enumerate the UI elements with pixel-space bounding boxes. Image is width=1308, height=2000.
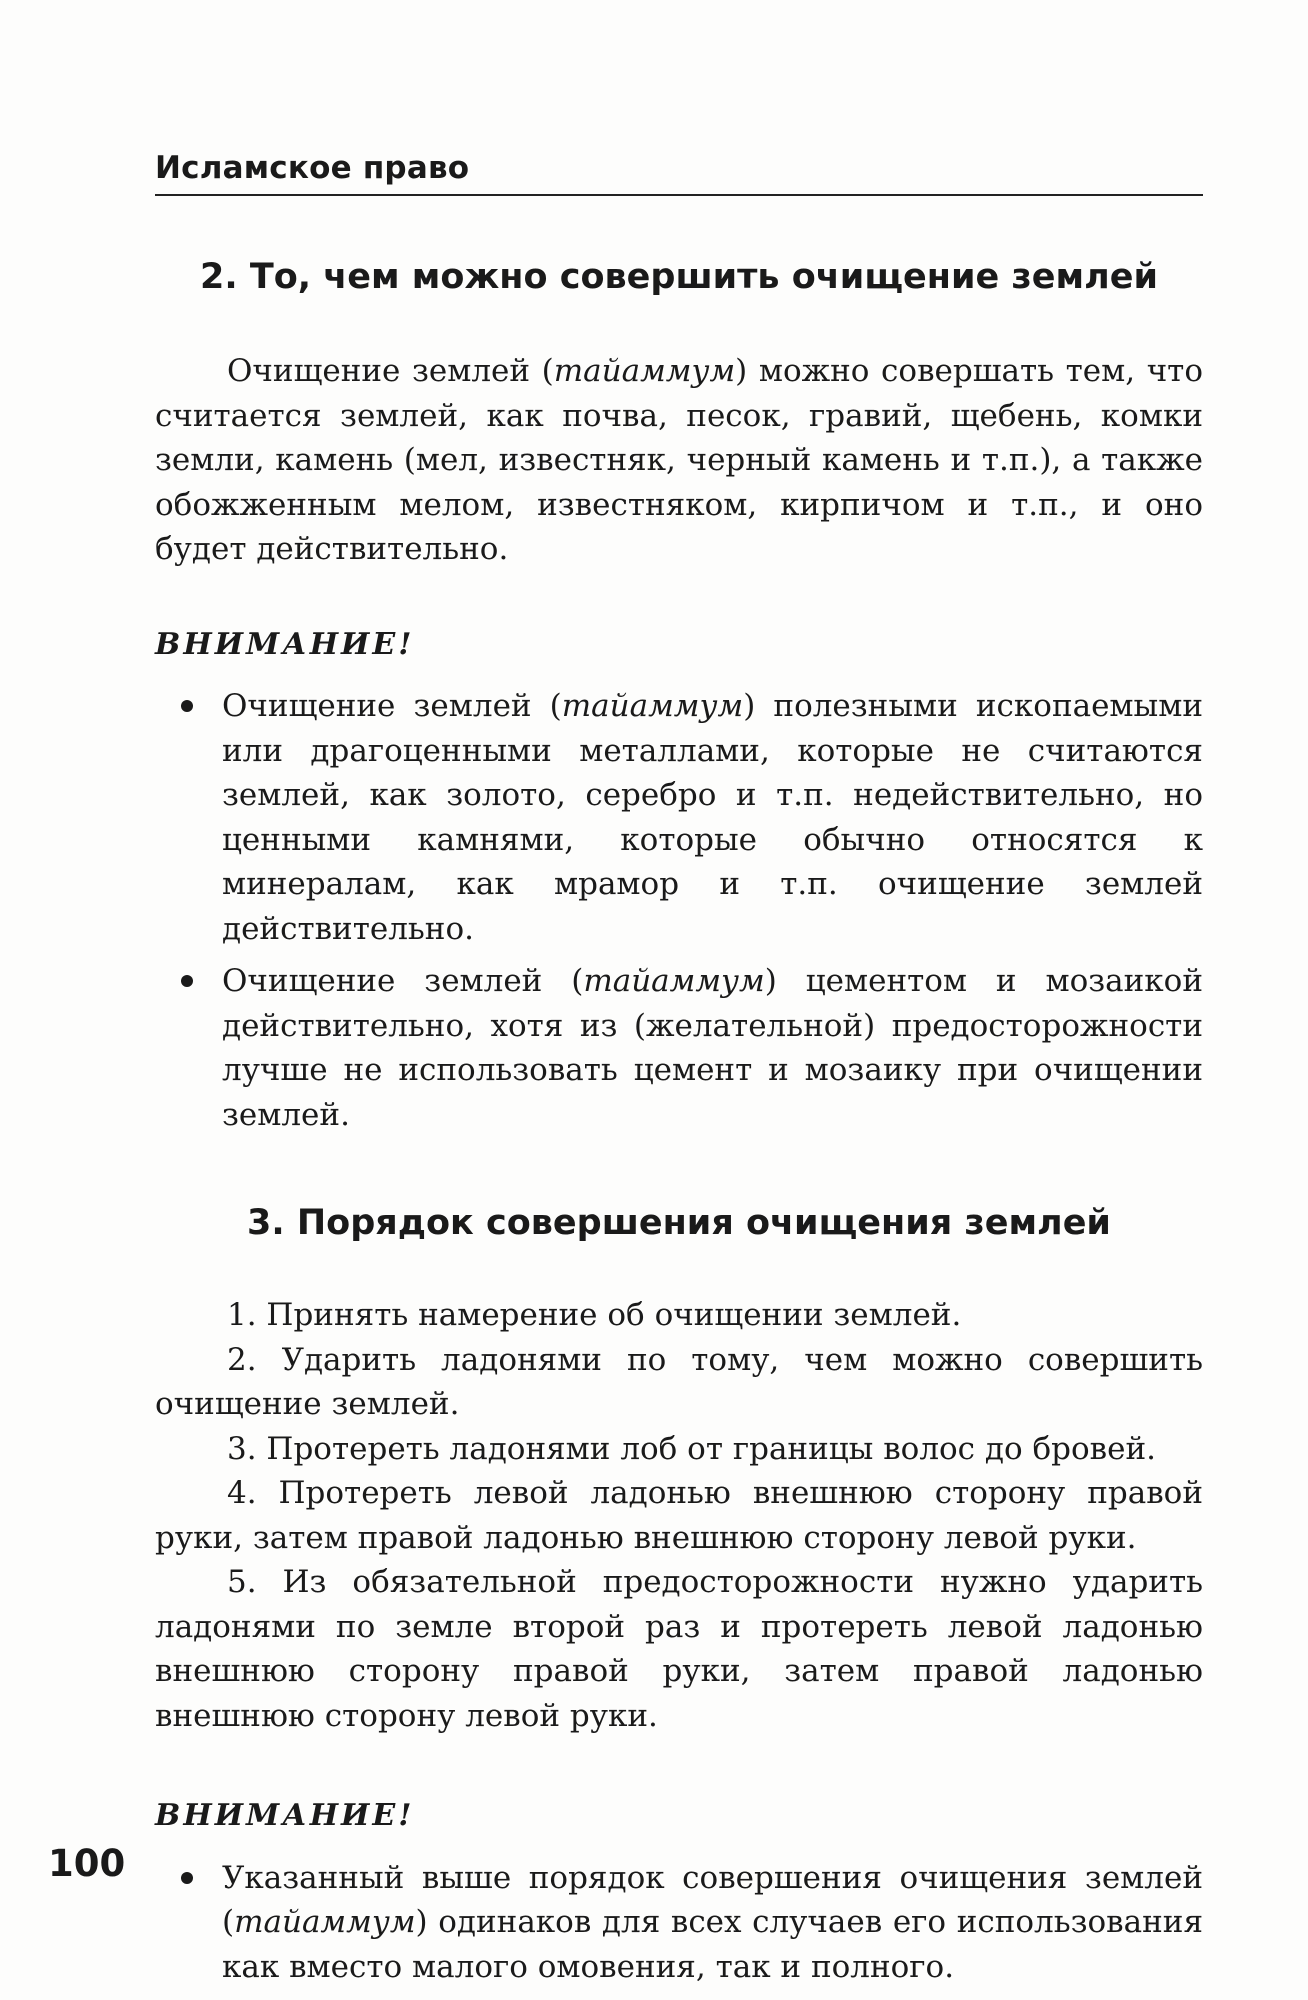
section-3-title: 3. Порядок совершения очищения землей — [247, 1203, 1111, 1243]
running-head: Исламское право — [155, 150, 1203, 196]
page-content — [155, 255, 1203, 1997]
section-2-paragraph — [155, 349, 1203, 572]
bullet-text: ) цементом и мозаикой действительно, хотя из (желательной) предосторожности лучше не использовать цемент и мозаику при очищении землей. — [222, 963, 1203, 1133]
step-item: 2. Ударить ладонями по тому, чем можно совершить очищение землей. — [155, 1341, 1203, 1422]
bullet-item — [155, 959, 1203, 1137]
page-number: 100 — [48, 1842, 126, 1885]
paragraph-text: ) можно совершать тем, что считается землей, как почва, песок, гравий, щебень, комки земли, камень (мел, известняк, черный камень и т.п.), а также обожженным мелом, известняком, кирпичом и т.п., и оно будет действительно. — [155, 353, 1203, 567]
bullet-text: Указанный выше порядок совершения очищения землей ( — [222, 1859, 1203, 1940]
term-tayammum: тайаммум — [583, 963, 765, 999]
term-tayammum: тайаммум — [234, 1904, 416, 1940]
bullet-text: Очищение землей ( — [222, 688, 562, 724]
step-item: 5. Из обязательной предосторожности нужно ударить ладонями по земле второй раз и протереть левой ладонью внешнюю сторону правой руки, затем правой ладонью внешнюю сторону левой руки. — [155, 1564, 1203, 1734]
attention-heading: ВНИМАНИЕ! — [155, 1798, 415, 1833]
step-item: 4. Протереть левой ладонью внешнюю сторону правой руки, затем правой ладонью внешнюю сторону левой руки. — [155, 1475, 1203, 1556]
paragraph-text: Очищение землей ( — [227, 353, 554, 389]
step-item: 1. Принять намерение об очищении землей. — [227, 1297, 962, 1333]
step-item: 3. Протереть ладонями лоб от границы волос до бровей. — [227, 1430, 1156, 1467]
attention-list — [155, 684, 1203, 1137]
bullet-text: ) полезными ископаемыми или драгоценными металлами, которые не считаются землей, как золото, серебро и т.п. недействительно, но ценными камнями, которые обычно относятся к минералам, как мрамор и т.п. очищение землей действительно. — [222, 688, 1203, 947]
bullet-text: Очищение землей ( — [222, 963, 584, 999]
steps-list — [155, 1293, 1203, 1738]
bullet-item — [155, 1856, 1203, 1990]
bullet-text: ) одинаков для всех случаев его использования как вместо малого омовения, так и полного. — [222, 1904, 1203, 1985]
term-tayammum: тайаммум — [561, 688, 744, 724]
section-2-title: 2. То, чем можно совершить очищение землей — [200, 257, 1158, 297]
attention-list — [155, 1856, 1203, 1990]
term-tayammum: тайаммум — [553, 353, 736, 389]
attention-heading: ВНИМАНИЕ! — [155, 626, 415, 662]
bullet-item — [155, 684, 1203, 951]
